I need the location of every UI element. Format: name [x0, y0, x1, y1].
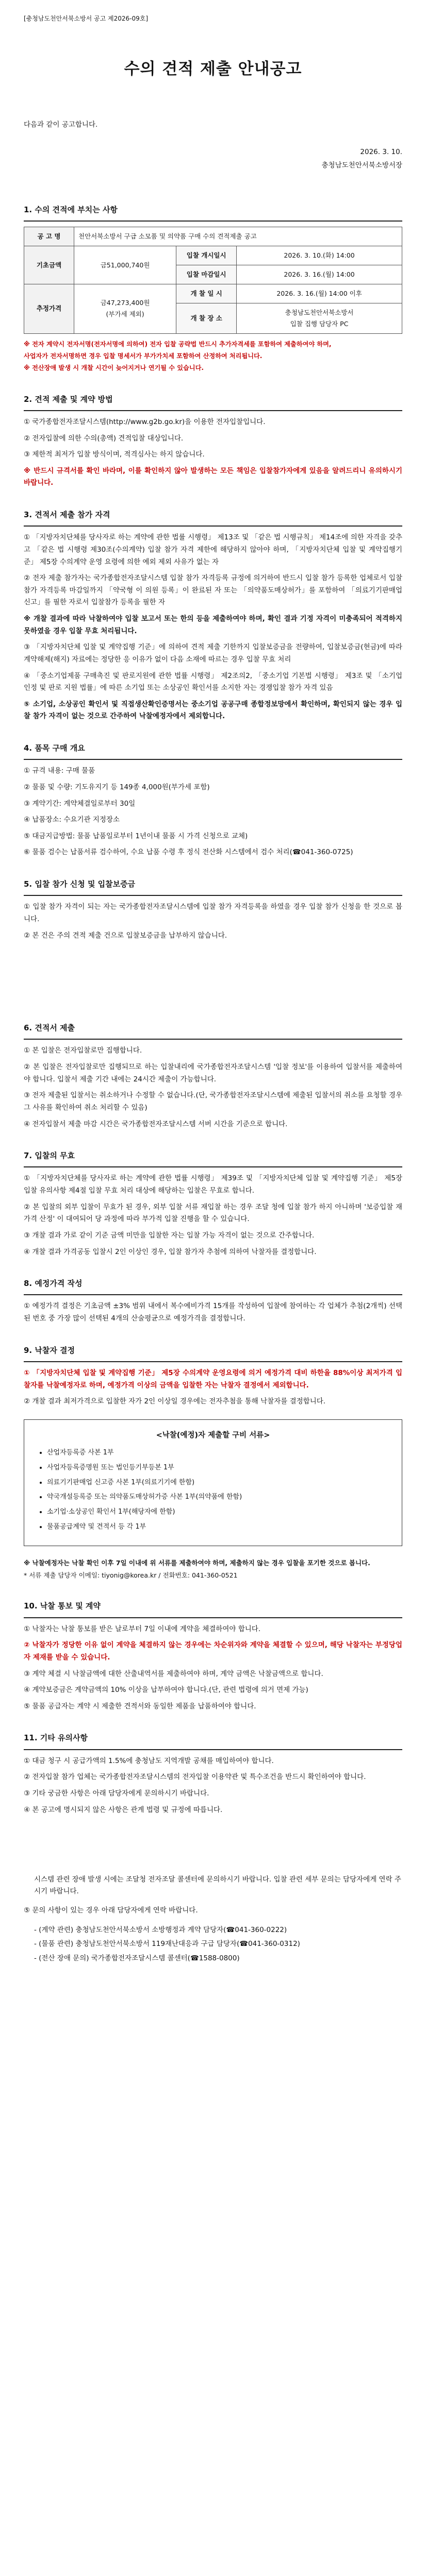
list-item: ③ 기타 궁금한 사항은 아래 담당자에게 문의하시기 바랍니다. — [24, 1789, 209, 1798]
section-2-title: 2. 견적 제출 및 계약 방법 — [24, 394, 113, 404]
divider — [24, 526, 402, 527]
list-item: ④ 전자입찰서 제출 마감 시간은 국가종합전자조달시스템 서버 시간을 기준으로 합니다. — [24, 1120, 288, 1128]
contact-item: - (물품 관련) 충청남도천안서북소방서 119재난대응과 구급 담당자(☎041-360-0312) — [34, 1940, 300, 1948]
section-1-notes — [24, 339, 402, 374]
list-item: ④ 「중소기업제품 구매촉진 및 판로지원에 관한 법률 시행령」 제2조의2, 「중소기업 기본법 시행령」 제3조 및 「소기업 인정 및 판로 지원 법률」에 따른 소기업 또는 소상공인 확인서를 소지한 자는 경쟁입찰 참가 자격 있음 — [24, 671, 402, 692]
est-label: 추정가격 — [24, 284, 74, 334]
section-7-title: 7. 입찰의 무효 — [24, 1151, 75, 1161]
list-item: ② 전자 제출 참가자는 국가종합전자조달시스템 입찰 참가 자격등록 규정에 의거하여 반드시 입찰 참가 등록한 업체로서 입찰 참가 자격등록 마감일까지 「약국형 이 의원 등록」이 완료된 자 또는 「의약품도매상허가」를 포함하여 「의료기기판매업 신고」를 필한 자로서 입찰참가 등록을 필한 자 — [24, 574, 402, 607]
list-item: ② 본 입찰은 전자입찰로만 집행되므로 하는 입찰내리에 국가종합전자조달시스템 '입찰 정보'를 이용하여 입찰서를 제출하여야 합니다. 입찰서 제출 기간 내에는 24시간 제출이 가능합니다. — [24, 1063, 402, 1083]
open-date-label: 개 찰 일 시 — [176, 284, 237, 303]
document-item: • 사업자등록증명원 또는 법인등기부등본 1부 — [47, 1462, 389, 1474]
open-place-value: 충청남도천안서북소방서 입찰 집행 담당자 PC — [237, 303, 402, 333]
list-item: ① 규격 내용: 구매 물품 — [24, 767, 95, 775]
divider — [24, 410, 402, 411]
list-item: ① 「지방자치단체 입찰 및 계약집행 기준」 제5장 수의계약 운영요령에 의거 예정가격 대비 하한율 88%이상 최저가격 입찰자를 낙찰예정자로 하며, 예정가격 이상의 금액을 입찰한 자는 낙찰자 결정에서 제외합니다. — [24, 1368, 402, 1389]
note-line: ※ 낙찰예정자는 낙찰 확인 이후 7일 이내에 위 서류를 제출하여야 하며, 제출하지 않는 경우 입찰을 포기한 것으로 봅니다. — [24, 1558, 370, 1567]
open-label: 입찰 개시일시 — [176, 246, 237, 265]
contact-item: - (계약 관련) 충청남도천안서북소방서 소방행정과 계약 담당자(☎041-360-0222) — [34, 1925, 287, 1934]
divider — [24, 1749, 402, 1750]
list-item: ① 「지방자치단체를 당사자로 하는 계약에 관한 법률 시행령」 제39조 및 「지방자치단체 입찰 및 계약집행 기준」 제5장 입찰 유의사항 제4절 입찰 무효 처리 대상에 해당하는 입찰은 무효로 합니다. — [24, 1174, 402, 1195]
price-value: 금51,000,740원 — [74, 246, 176, 284]
divider — [24, 1617, 402, 1618]
section-8-title: 8. 예정가격 작성 — [24, 1279, 83, 1289]
section-1-title: 1. 수의 견적에 부치는 사항 — [24, 205, 118, 215]
open-place-label: 개 찰 장 소 — [176, 303, 237, 333]
section-8 — [24, 1277, 402, 1325]
document-item: • 산업자등록증 사본 1부 — [47, 1447, 389, 1459]
list-item: ③ 제한적 최저가 입찰 방식이며, 적격심사는 하지 않습니다. — [24, 450, 205, 459]
list-item: ① 「지방자치단체를 당사자로 하는 계약에 관한 법률 시행령」 제13조 및 「같은 법 시행규칙」 제14조에 의한 자격을 갖추고 「같은 법 시행령 제30조(수의계약) 입찰 참가 자격 제한에 해당하지 않아야 하며, 「지방자치단체 입찰 및 계약집행기준」 제5장 수의계약 운영 요령에 의한 예외 제외 사유가 없는 자 — [24, 533, 402, 566]
list-item: ① 예정가격 결정은 기초금액 ±3% 범위 내에서 복수예비가격 15개를 작성하여 입찰에 참여하는 각 업체가 추첨(2개씩) 선택된 번호 중 가장 많이 선택된 4개의 산술평균으로 예정가격을 결정합니다. — [24, 1302, 402, 1323]
divider — [24, 759, 402, 760]
note-line: ※ 전자 계약시 전자서명(전자서명에 의하여) 전자 입찰 공략법 반드시 추가자격세를 포함하여 제출하여야 하며, — [24, 340, 332, 348]
divider — [24, 895, 402, 896]
note-line: ※ 전산장애 발생 시 개찰 시간이 늦어지거나 연기될 수 있습니다. — [24, 364, 204, 372]
list-item: ② 물품 및 수량: 기도유지기 등 149종 4,000원(부가세 포함) — [24, 783, 210, 791]
documents-notes — [24, 1557, 402, 1581]
list-item: ① 국가종합전자조달시스템(http://www.g2b.go.kr)을 이용한 전자입찰입니다. — [24, 417, 266, 426]
date-block — [24, 146, 402, 172]
note-item: ※ 개찰 결과에 따라 낙찰하여야 입찰 보고서 또는 한의 등을 제출하여야 하며, 확인 결과 기정 자격이 미충족되어 적격하지 못하였을 경우 입찰 무효 처리됩니다. — [24, 615, 402, 635]
contact-item: - (전산 장애 문의) 국가종합전자조달시스템 콜센터(☎1588-0800) — [34, 1954, 240, 1962]
section-10 — [24, 1599, 402, 1713]
closing-text: 시스템 관련 장애 발생 시에는 조달청 전자조달 콜센터에 문의하시기 바랍니다. 입찰 관련 세부 문의는 담당자에게 연락 주시기 바랍니다. — [34, 1875, 401, 1896]
warning-item: ※ 반드시 규격서를 확인 바라며, 이를 확인하지 않아 발생하는 모든 책임은 입찰참가자에게 있음을 알려드리니 유의하시기 바랍니다. — [24, 466, 402, 487]
note-line: * 서류 제출 담당자 이메일: tiyonig@korea.kr / 전화번호: 041-360-0521 — [24, 1571, 238, 1579]
close-label: 입찰 마감일시 — [176, 265, 237, 284]
list-item: ③ 전자 제출된 입찰서는 취소하거나 수정할 수 없습니다.(단, 국가종합전자조달시스템에 제출된 입찰서의 취소를 요청할 경우 그 사유를 확인하여 취소 처리할 수 있음) — [24, 1091, 402, 1112]
name-label: 공 고 명 — [24, 227, 74, 246]
intro-text: 다음과 같이 공고합니다. — [24, 121, 98, 129]
page-title: 수의 견적 제출 안내공고 — [124, 60, 302, 78]
list-item: ⑥ 물품 검수는 납품서류 검수하여, 수요 납품 수령 후 정식 전산화 시스템에서 검수 처리(☎041-360-0725) — [24, 848, 353, 857]
close-value: 2026. 3. 16.(월) 14:00 — [237, 265, 402, 284]
list-item: ② 전자입찰 참가 업체는 국가종합전자조달시스템의 전자입찰 이용약관 및 특수조건을 반드시 확인하여야 합니다. — [24, 1773, 366, 1782]
section-5-title: 5. 입찰 참가 신청 및 입찰보증금 — [24, 879, 136, 889]
list-item: ② 개찰 결과 최저가격으로 입찰한 자가 2인 이상일 경우에는 전자추첨을 통해 낙찰자를 결정합니다. — [24, 1397, 326, 1406]
list-item: ③ 「지방자치단체 입찰 및 계약집행 기준」에 의하여 견적 제출 기한까지 입찰보증금을 전량하여, 입찰보증금(현금)에 따라 계약해제(해지) 자료에는 정당한 응 이유가 없이 다음 소재에 따르는 경우 입찰 무효 처리 — [24, 643, 402, 664]
list-item: ① 낙찰자는 낙찰 통보를 받은 날로부터 7일 이내에 계약을 체결하여야 합니다. — [24, 1624, 261, 1633]
est-value: 금47,273,400원 (부가세 제외) — [74, 284, 176, 334]
list-item: ⑤ 대금지급방법: 물품 납품일로부터 1년이내 물품 시 가격 신청으로 교체) — [24, 832, 248, 840]
price-label: 기초금액 — [24, 246, 74, 284]
list-item: ③ 계약 체결 시 낙찰금액에 대한 산출내역서를 제출하여야 하며, 계약 금액은 낙찰금액으로 합니다. — [24, 1669, 323, 1678]
required-documents-box — [24, 1419, 402, 1546]
divider — [24, 1166, 402, 1167]
section-3 — [24, 508, 402, 723]
section-4-title: 4. 품목 구매 개요 — [24, 743, 85, 753]
contacts-title: ⑤ 문의 사항이 있는 경우 아래 담당자에게 연락 바랍니다. — [24, 1906, 198, 1915]
section-11 — [24, 1731, 402, 1964]
list-item: ⑤ 물품 공급자는 계약 시 제출한 견적서와 동일한 제품을 납품하여야 합니다. — [24, 1702, 256, 1710]
list-item: ④ 개찰 결과 가격공동 입찰시 2인 이상인 경우, 입찰 참가자 추첨에 의하여 낙찰자를 결정합니다. — [24, 1247, 317, 1256]
section-2 — [24, 393, 402, 489]
divider — [24, 1039, 402, 1040]
info-table — [24, 227, 402, 333]
divider — [24, 1361, 402, 1362]
section-10-title: 10. 낙찰 통보 및 계약 — [24, 1601, 101, 1611]
divider — [24, 1294, 402, 1295]
name-value: 천안서북소방서 구급 소모품 및 의약품 구매 수의 견적제출 공고 — [74, 227, 402, 246]
list-item: ② 전자입찰에 의한 수의(총액) 견적입찰 대상입니다. — [24, 434, 184, 443]
document-item: • 물품공급계약 및 견적서 등 각 1부 — [47, 1521, 389, 1533]
section-9-title: 9. 낙찰자 결정 — [24, 1345, 75, 1355]
list-item: ② 낙찰자가 정당한 이유 없이 계약을 체결하지 않는 경우에는 차순위자와 계약을 체결할 수 있으며, 해당 낙찰자는 부정당업자 제재를 받을 수 있습니다. — [24, 1641, 402, 1662]
list-item: ① 대금 청구 시 공급가액의 1.5%에 충청남도 지역개발 공채를 매입하여야 합니다. — [24, 1756, 274, 1765]
section-7 — [24, 1149, 402, 1258]
list-item: ④ 계약보증금은 계약금액의 10% 이상을 납부하여야 합니다.(단, 관련 법령에 의거 면제 가능) — [24, 1686, 308, 1694]
notice-number: [충청남도천안서북소방서 공고 제2026-09호] — [24, 15, 149, 22]
section-6 — [24, 1021, 402, 1130]
section-1 — [24, 203, 402, 374]
list-item: ③ 개찰 결과 가로 같이 기준 금액 미만을 입찰한 자는 입찰 가능 자격이 없는 것으로 간주합니다. — [24, 1231, 315, 1240]
open-value: 2026. 3. 10.(화) 14:00 — [237, 246, 402, 265]
list-item: ① 입찰 참가 자격이 되는 자는 국가종합전자조달시스템에 입찰 참가 자격등록을 하였을 경우 입찰 참가 신청을 한 것으로 봅니다. — [24, 903, 402, 923]
divider — [24, 221, 402, 222]
documents-title: <낙찰(예정)자 제출할 구비 서류> — [156, 1431, 270, 1439]
document-item: • 의료기기판매업 신고증 사본 1부(의료기기에 한함) — [47, 1477, 389, 1489]
section-5 — [24, 877, 402, 942]
list-item: ④ 납품장소: 수요기관 지정장소 — [24, 816, 120, 824]
section-9 — [24, 1344, 402, 1408]
list-item: ① 본 입찰은 전자입찰로만 집행합니다. — [24, 1046, 142, 1055]
list-item: ② 본 입찰의 외부 입찰이 무효가 된 경우, 외부 입찰 서류 재입찰 하는 경우 조달 청에 입찰 참가 하지 아니하며 '보증입찰 재가격 산정' 이 대여되어 당 과정에 따라 부가적 입찰 진행을 할 수 있습니다. — [24, 1202, 402, 1224]
document-item: • 소기업·소상공인 확인서 1부(해당자에 한함) — [47, 1506, 389, 1518]
list-item: ② 본 건은 주의 견적 제출 건으로 입찰보증금을 납부하지 않습니다. — [24, 931, 227, 940]
list-item: ⑤ 소기업, 소상공인 확인서 및 직접생산확인증명서는 중소기업 공공구매 종합정보망에서 확인하며, 확인되지 않는 경우 입찰 참가 자격이 없는 것으로 간주하여 낙찰예정자에서 제외합니다. — [24, 700, 402, 721]
issuer: 충청남도천안서북소방서장 — [321, 161, 402, 170]
note-line: 사업자가 전자서명하면 경우 입찰 명세서가 부가가치세 포함하여 산정하여 처리됩니다. — [24, 352, 263, 360]
open-date-value: 2026. 3. 16.(월) 14:00 이후 — [237, 284, 402, 303]
list-item: ④ 본 공고에 명시되지 않은 사항은 관계 법령 및 규정에 따릅니다. — [24, 1805, 223, 1814]
document-item: • 약국개설등록증 또는 의약품도매상허가증 사본 1부(의약품에 한함) — [47, 1492, 389, 1503]
section-4 — [24, 741, 402, 859]
section-6-title: 6. 견적서 제출 — [24, 1023, 75, 1033]
section-3-title: 3. 견적서 제출 참가 자격 — [24, 510, 110, 520]
section-11-title: 11. 기타 유의사항 — [24, 1733, 88, 1743]
notice-date: 2026. 3. 10. — [360, 147, 402, 156]
list-item: ③ 계약기간: 계약체결일로부터 30일 — [24, 799, 136, 808]
